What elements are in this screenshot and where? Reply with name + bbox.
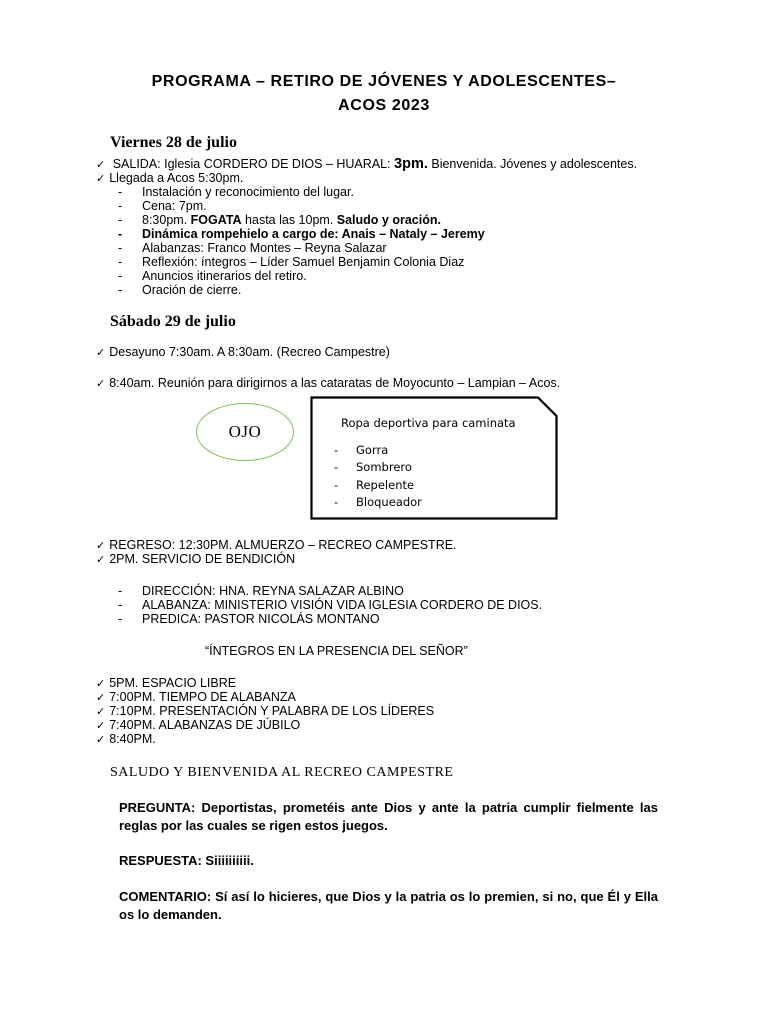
list-item — [118, 199, 207, 213]
evening-item: ✓ 7:10PM. PRESENTACIÓN Y PALABRA DE LOS LÍDERES — [96, 704, 434, 719]
box-list-item — [334, 460, 412, 474]
salida-time: 3pm. — [394, 156, 428, 172]
list-item-fogata — [118, 213, 441, 227]
list-item — [118, 241, 387, 255]
dash-marker: - — [118, 199, 123, 213]
dash-marker: - — [118, 612, 123, 626]
evening-item: ✓ 7:00PM. TIEMPO DE ALABANZA — [96, 690, 296, 705]
dash-marker: - — [334, 478, 339, 492]
saturday-regreso: ✓ REGRESO: 12:30PM. ALMUERZO – RECREO CAMPESTRE. — [96, 538, 457, 553]
servicio-item-text: ALABANZA: MINISTERIO VISIÓN VIDA IGLESIA CORDERO DE DIOS. — [142, 598, 543, 612]
ojo-oval: OJO — [196, 403, 294, 461]
dinamica-text: Dinámica rompehielo a cargo de: Anais – Nataly – Jeremy — [142, 227, 485, 241]
list-item-text: Alabanzas: Franco Montes – Reyna Salazar — [142, 241, 387, 255]
saludo-heading: SALUDO Y BIENVENIDA AL RECREO CAMPESTRE — [110, 765, 454, 780]
dash-marker: - — [118, 213, 123, 227]
list-item-text: Oración de cierre. — [142, 283, 242, 297]
dash-marker: - — [334, 495, 339, 509]
fogata-pre: 8:30pm. — [142, 213, 191, 227]
box-list-item — [334, 443, 388, 457]
box-list-item — [334, 495, 422, 509]
servicio-item — [118, 598, 542, 612]
respuesta-paragraph: RESPUESTA: Siiiiiiiiii. — [119, 853, 254, 868]
servicio-item — [118, 612, 380, 626]
dash-marker: - — [334, 443, 339, 457]
servicio-item — [118, 584, 404, 598]
fogata-bold: FOGATA — [190, 213, 242, 227]
saturday-desayuno: ✓ Desayuno 7:30am. A 8:30am. (Recreo Campestre) — [96, 345, 390, 360]
dash-marker: - — [118, 283, 123, 297]
list-item-text: Cena: 7pm. — [142, 199, 207, 213]
friday-llegada: ✓ Llegada a Acos 5:30pm. — [96, 171, 243, 186]
comentario-paragraph: COMENTARIO: Sí así lo hicieres, que Dios y la patria os lo premien, si no, que Él y Ella os lo demanden. — [119, 889, 658, 922]
ropa-callout-box — [310, 396, 558, 520]
box-item-text: Sombrero — [356, 460, 412, 474]
page-title: PROGRAMA – RETIRO DE JÓVENES Y ADOLESCENTES– — [151, 73, 617, 90]
box-item-text: Bloqueador — [356, 495, 422, 509]
list-item — [118, 255, 464, 269]
dash-marker: - — [118, 269, 123, 283]
list-item — [118, 283, 241, 297]
servicio-item-text: DIRECCIÓN: HNA. REYNA SALAZAR ALBINO — [142, 584, 404, 598]
saturday-servicio: ✓ 2PM. SERVICIO DE BENDICIÓN — [96, 552, 295, 567]
dash-marker: - — [118, 255, 123, 269]
dash-marker: - — [334, 460, 339, 474]
fogata-mid: hasta las 10pm. — [241, 213, 337, 227]
list-item-text: Reflexión: íntegros – Líder Samuel Benjamin Colonia Diaz — [142, 255, 465, 269]
friday-salida — [96, 157, 637, 172]
page-title-line2: ACOS 2023 — [338, 97, 430, 114]
box-item-text: Repelente — [356, 478, 415, 492]
list-item-dinamica — [118, 227, 485, 241]
evening-item: ✓ 8:40PM. — [96, 732, 156, 747]
list-item — [118, 269, 307, 283]
list-item-text: Anuncios itinerarios del retiro. — [142, 269, 307, 283]
evening-item: ✓ 7:40PM. ALABANZAS DE JÚBILO — [96, 718, 300, 733]
box-item-text: Gorra — [356, 443, 389, 457]
dash-marker: - — [118, 227, 123, 241]
salida-post: Bienvenida. Jóvenes y adolescentes. — [427, 157, 638, 171]
list-item-text: Instalación y reconocimiento del lugar. — [142, 185, 354, 199]
evening-item: ✓ 5PM. ESPACIO LIBRE — [96, 676, 236, 691]
box-title: Ropa deportiva para caminata — [341, 416, 516, 430]
saturday-heading: Sábado 29 de julio — [110, 313, 236, 330]
lema: “ÍNTEGROS EN LA PRESENCIA DEL SEÑOR” — [205, 644, 468, 658]
saturday-reunion: ✓ 8:40am. Reunión para dirigirnos a las cataratas de Moyocunto – Lampian – Acos. — [96, 376, 560, 391]
servicio-item-text: PREDICA: PASTOR NICOLÁS MONTANO — [142, 612, 380, 626]
box-list-item — [334, 478, 414, 492]
fogata-bold2: Saludo y oración. — [336, 213, 441, 227]
dash-marker: - — [118, 241, 123, 255]
pregunta-paragraph: PREGUNTA: Deportistas, prometéis ante Dios y ante la patria cumplir fielmente las reglas por las cuales se rigen estos juegos. — [119, 800, 658, 833]
friday-heading: Viernes 28 de julio — [110, 134, 237, 151]
dash-marker: - — [118, 584, 123, 598]
list-item — [118, 185, 354, 199]
salida-pre: SALIDA: Iglesia CORDERO DE DIOS – HUARAL: — [112, 157, 395, 171]
dash-marker: - — [118, 598, 123, 612]
dash-marker: - — [118, 185, 123, 199]
